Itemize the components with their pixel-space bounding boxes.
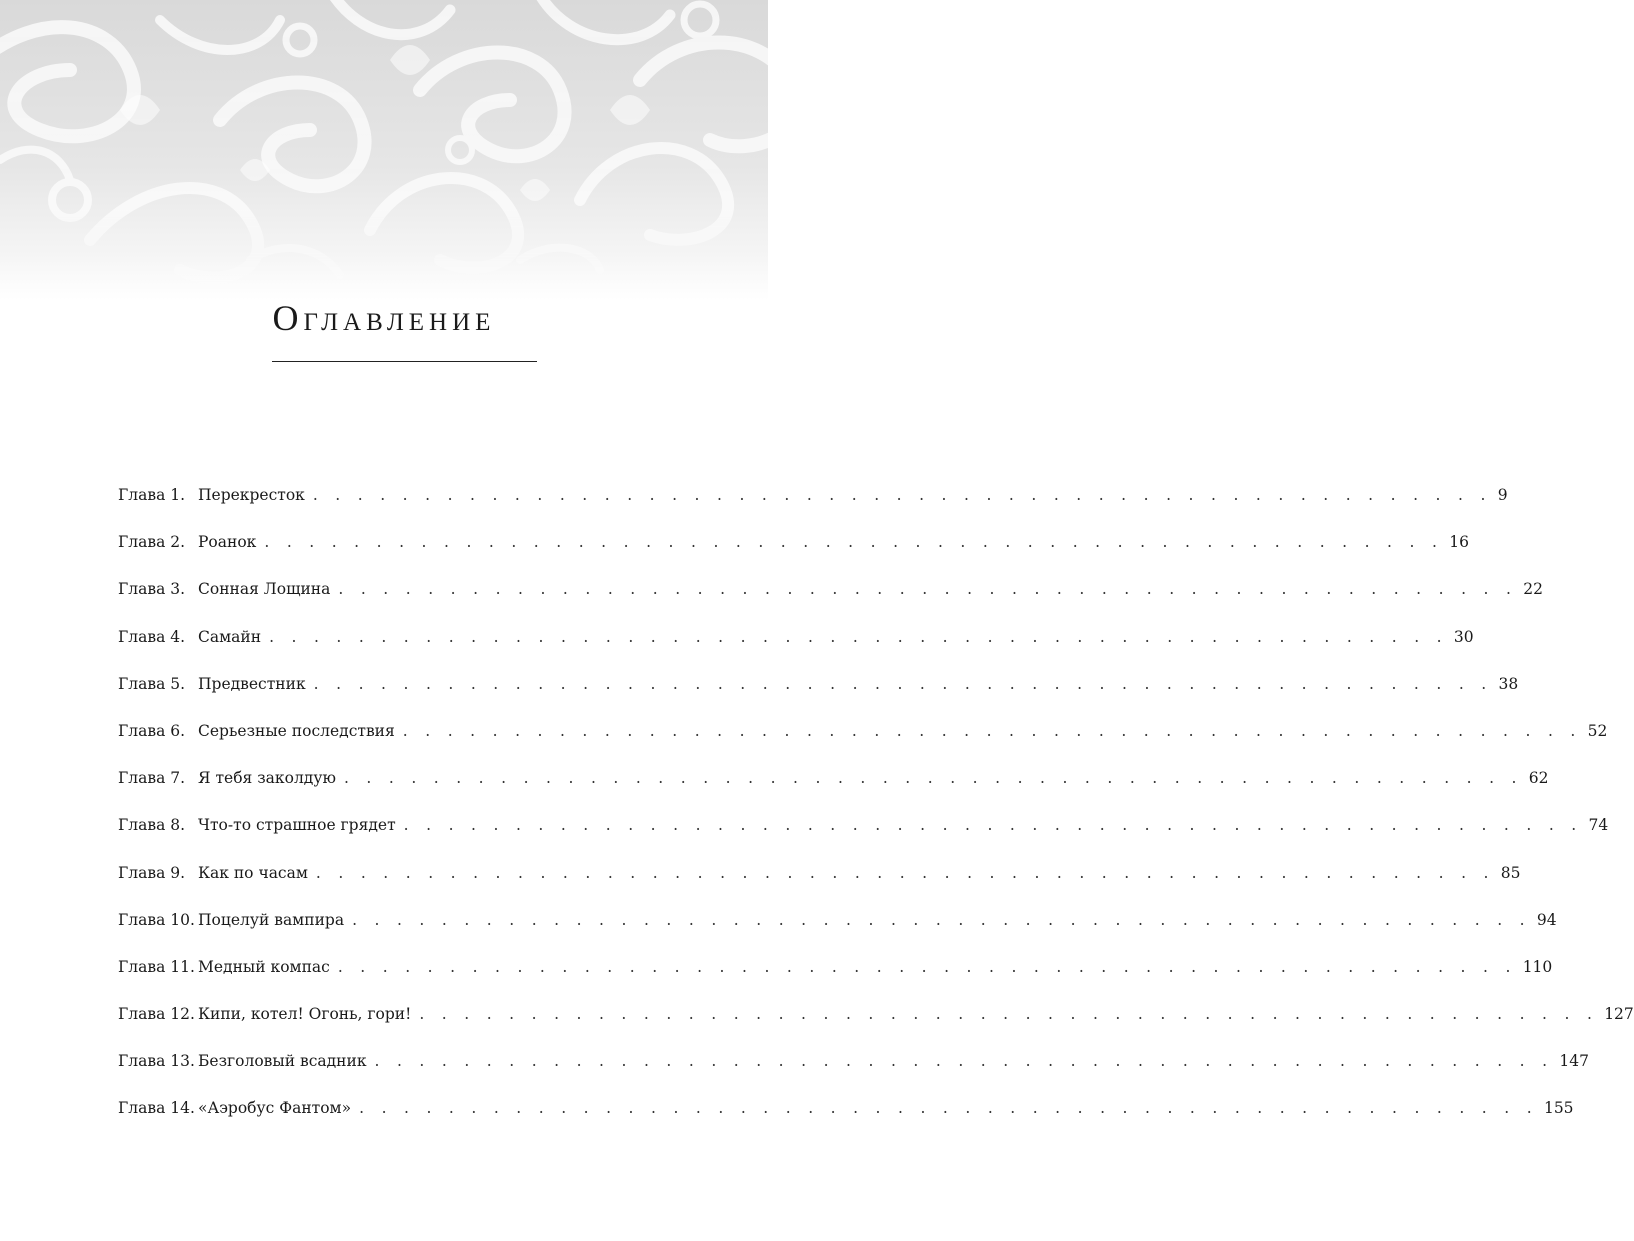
- toc-entry-5[interactable]: [118, 672, 1519, 719]
- heading-divider: [272, 361, 537, 362]
- toc-page-number: 22: [1523, 580, 1543, 599]
- toc-entry-3[interactable]: [118, 577, 1543, 624]
- toc-chapter-title: Сонная Лощина: [198, 580, 331, 599]
- toc-dot-leader: . . . . . . . . . . . . . . . . . . . . . . . . . . . . . . . . . . . . . . . . . . . . . . . . . . . . .: [338, 580, 1518, 599]
- toc-chapter-number: Глава 14.: [118, 1099, 195, 1118]
- toc-page-number: 16: [1449, 533, 1469, 552]
- toc-dot-leader: . . . . . . . . . . . . . . . . . . . . . . . . . . . . . . . . . . . . . . . . . . . . . . . . . . . . .: [313, 674, 1493, 693]
- toc-dot-leader: . . . . . . . . . . . . . . . . . . . . . . . . . . . . . . . . . . . . . . . . . . . . . . . . . . . . .: [315, 863, 1495, 882]
- toc-chapter-number: Глава 10.: [118, 910, 195, 929]
- toc-entry-12[interactable]: [118, 1002, 1634, 1049]
- toc-chapter-number: Глава 8.: [118, 816, 186, 835]
- toc-chapter-title: Поцелуй вампира: [198, 910, 345, 929]
- toc-entry-2[interactable]: [118, 530, 1469, 577]
- toc-dot-leader: . . . . . . . . . . . . . . . . . . . . . . . . . . . . . . . . . . . . . . . . . . . . . . . . . . . . .: [264, 533, 1444, 552]
- toc-entry-11[interactable]: [118, 955, 1553, 1002]
- toc-dot-leader: . . . . . . . . . . . . . . . . . . . . . . . . . . . . . . . . . . . . . . . . . . . . . . . . . . . . .: [374, 1052, 1554, 1071]
- toc-dot-leader: . . . . . . . . . . . . . . . . . . . . . . . . . . . . . . . . . . . . . . . . . . . . . . . . . . . . .: [352, 910, 1531, 929]
- toc-chapter-number: Глава 1.: [118, 486, 186, 504]
- toc-chapter-title: Медный компас: [198, 957, 330, 976]
- toc-entry-10[interactable]: [118, 908, 1557, 955]
- toc-entry-14[interactable]: [118, 1096, 1574, 1143]
- toc-chapter-number: Глава 11.: [118, 957, 195, 976]
- toc-heading: Оглавление: [272, 298, 496, 338]
- toc-chapter-number: Глава 7.: [118, 769, 186, 788]
- toc-page-number: 30: [1453, 627, 1474, 646]
- toc-page-number: 147: [1559, 1052, 1589, 1071]
- toc-dot-leader: . . . . . . . . . . . . . . . . . . . . . . . . . . . . . . . . . . . . . . . . . . . . . . . . . . . . .: [359, 1099, 1538, 1118]
- toc-dot-leader: . . . . . . . . . . . . . . . . . . . . . . . . . . . . . . . . . . . . . . . . . . . . . . . . . . . . .: [403, 816, 1583, 835]
- toc-dot-leader: . . . . . . . . . . . . . . . . . . . . . . . . . . . . . . . . . . . . . . . . . . . . . . . . . . . . .: [343, 769, 1523, 788]
- toc-page-number: 155: [1543, 1099, 1574, 1118]
- toc-page-number: 52: [1587, 721, 1608, 740]
- toc-chapter-title: Перекресток: [198, 486, 305, 504]
- toc-page-number: 9: [1497, 486, 1508, 504]
- toc-chapter-number: Глава 5.: [118, 674, 186, 693]
- toc-chapter-number: Глава 2.: [118, 533, 186, 552]
- toc-entry-8[interactable]: [118, 813, 1609, 860]
- toc-dot-leader: . . . . . . . . . . . . . . . . . . . . . . . . . . . . . . . . . . . . . . . . . . . . . . . . . . . . .: [402, 721, 1582, 740]
- toc-page-number: 38: [1498, 674, 1519, 693]
- toc-chapter-title: «Аэробус Фантом»: [198, 1099, 352, 1118]
- toc-dot-leader: . . . . . . . . . . . . . . . . . . . . . . . . . . . . . . . . . . . . . . . . . . . . . . . . . . . . .: [337, 957, 1517, 976]
- toc-entry-13[interactable]: [118, 1049, 1589, 1096]
- toc-chapter-number: Глава 6.: [118, 721, 186, 740]
- toc-page-number: 62: [1528, 769, 1549, 788]
- toc-page-number: 74: [1588, 816, 1609, 835]
- toc-chapter-title: Что-то страшное грядет: [198, 816, 396, 835]
- toc-page-number: 94: [1536, 910, 1557, 929]
- toc-entry-4[interactable]: [118, 625, 1474, 672]
- toc-entry-9[interactable]: [118, 861, 1521, 908]
- toc-chapter-title: Как по часам: [198, 863, 308, 882]
- toc-chapter-title: Я тебя заколдую: [198, 769, 336, 788]
- toc-chapter-title: Самайн: [198, 627, 262, 646]
- toc-entry-6[interactable]: [118, 719, 1608, 766]
- toc-chapter-title: Безголовый всадник: [198, 1052, 367, 1071]
- toc-chapter-title: Кипи, котел! Огонь, гори!: [198, 1005, 412, 1024]
- toc-chapter-number: Глава 9.: [118, 863, 186, 882]
- table-of-contents: [118, 483, 1634, 1144]
- toc-dot-leader: . . . . . . . . . . . . . . . . . . . . . . . . . . . . . . . . . . . . . . . . . . . . . . . . . . . . .: [419, 1005, 1599, 1024]
- toc-page-number: 127: [1604, 1005, 1634, 1024]
- toc-chapter-number: Глава 13.: [118, 1052, 195, 1071]
- toc-dot-leader: . . . . . . . . . . . . . . . . . . . . . . . . . . . . . . . . . . . . . . . . . . . . . . . . . . . . .: [269, 627, 1448, 646]
- toc-page-number: 110: [1522, 957, 1553, 976]
- toc-page-number: 85: [1500, 863, 1521, 882]
- toc-entry-1[interactable]: [118, 483, 1508, 530]
- toc-dot-leader: . . . . . . . . . . . . . . . . . . . . . . . . . . . . . . . . . . . . . . . . . . . . . . . . . . . . .: [312, 486, 1492, 504]
- toc-chapter-number: Глава 4.: [118, 627, 186, 646]
- toc-chapter-number: Глава 12.: [118, 1005, 195, 1024]
- toc-entry-7[interactable]: [118, 766, 1549, 813]
- toc-chapter-number: Глава 3.: [118, 580, 186, 599]
- toc-chapter-title: Роанок: [198, 533, 257, 552]
- toc-chapter-title: Предвестник: [198, 674, 306, 693]
- baroque-damask-ornament: [0, 0, 768, 300]
- toc-chapter-title: Серьезные последствия: [198, 721, 395, 740]
